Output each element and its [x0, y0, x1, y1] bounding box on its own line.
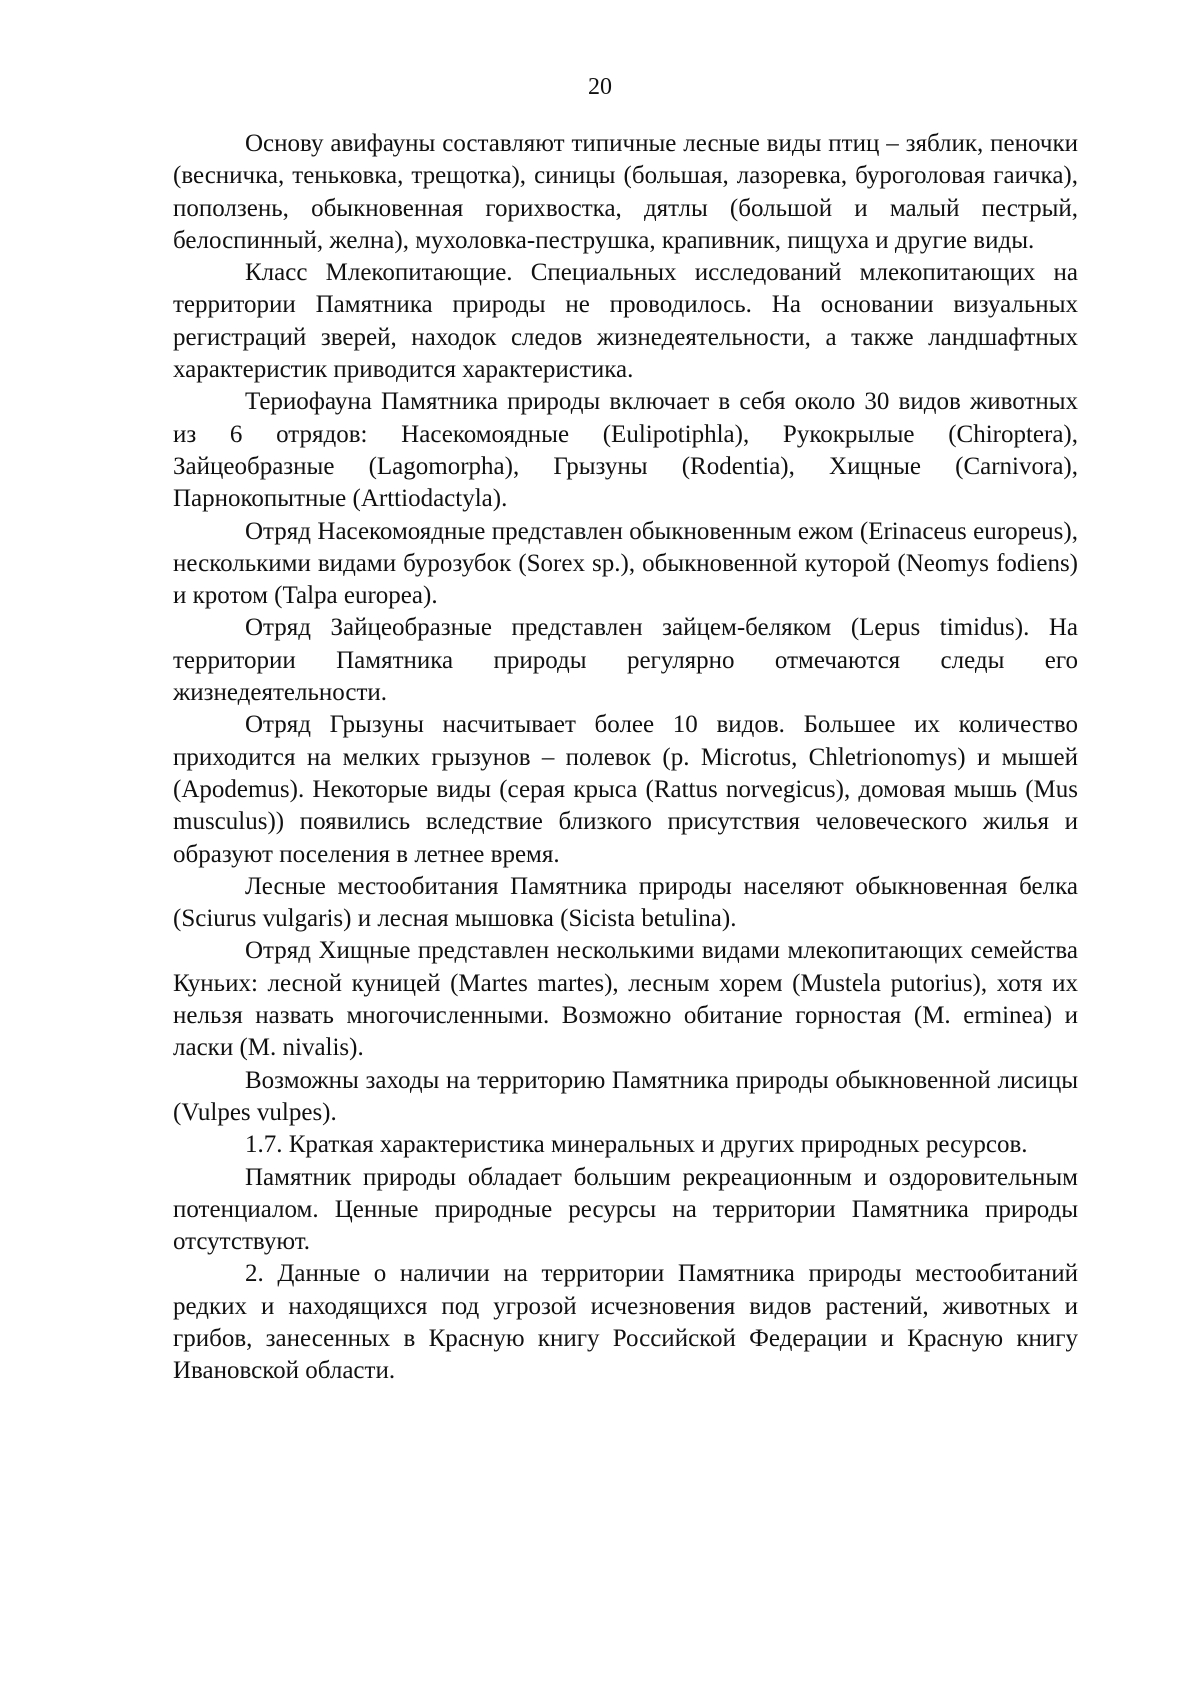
section-heading-1-7: 1.7. Краткая характеристика минеральных и других природных ресурсов.	[245, 1131, 1028, 1159]
paragraph-resources: Памятник природы обладает большим рекреационным и оздоровительным потенциалом. Ценные природные ресурсы на территории Памятника природы отсутствуют.	[173, 1163, 1078, 1256]
paragraph-avifauna: Основу авифауны составляют типичные лесные виды птиц – зяблик, пеночки (весничка, теньковка, трещотка), синицы (большая, лазоревка, буроголовая гаичка), поползень, обыкновенная горихвостка, дятлы (большой и малый пестрый, белоспинный, желна), мухоловка-пеструшка, крапивник, пищуха и другие виды.	[173, 130, 1078, 254]
document-body	[173, 128, 1078, 1388]
paragraph-forest-habitats: Лесные местообитания Памятника природы населяют обыкновенная белка (Sciurus vulgaris) и лесная мышовка (Sicista betulina).	[173, 872, 1078, 933]
paragraph-lagomorphs: Отряд Зайцеобразные представлен зайцем-беляком (Lepus timidus). На территории Памятника природы регулярно отмечаются следы его жизнедеятельности.	[173, 614, 1078, 707]
paragraph-mammals-class: Класс Млекопитающие. Специальных исследований млекопитающих на территории Памятника природы не проводилось. На основании визуальных регистраций зверей, находок следов жизнедеятельности, а также ландшафтных характеристик приводится характеристика.	[173, 259, 1078, 384]
section-heading-2: 2. Данные о наличии на территории Памятника природы местообитаний редких и находящихся под угрозой исчезновения видов растений, животных и грибов, занесенных в Красную книгу Российской Федерации и Красную книгу Ивановской области.	[173, 1260, 1078, 1385]
paragraph-carnivores: Отряд Хищные представлен несколькими видами млекопитающих семейства Куньих: лесной куницей (Martes martes), лесным хорем (Mustela putorius), хотя их нельзя назвать многочисленными. Возможно обитание горностая (M. erminea) и ласки (M. nivalis).	[173, 937, 1078, 1062]
paragraph-rodents: Отряд Грызуны насчитывает более 10 видов. Большее их количество приходится на мелких грызунов – полевок (р. Microtus, Chletrionomys) и мышей (Apodemus). Некоторые виды (серая крыса (Rattus norvegicus), домовая мышь (Mus musculus)) появились вследствие близкого присутствия человеческого жилья и образуют поселения в летнее время.	[173, 711, 1078, 868]
paragraph-insectivores: Отряд Насекомоядные представлен обыкновенным ежом (Erinaceus europeus), несколькими видами бурозубок (Sorex sp.), обыкновенной куторой (Neomys fodiens) и кротом (Talpa europea).	[173, 517, 1078, 610]
paragraph-teriofauna: Териофауна Памятника природы включает в себя около 30 видов животных из 6 отрядов: Насекомоядные (Eulipotiphla), Рукокрылые (Chiroptera), Зайцеобразные (Lagomorpha), Грызуны (Rodentia), Хищные (Carnivora), Парнокопытные (Arttiodactyla).	[173, 388, 1078, 513]
page-number: 20	[588, 74, 612, 100]
paragraph-fox: Возможны заходы на территорию Памятника природы обыкновенной лисицы (Vulpes vulpes).	[173, 1066, 1078, 1126]
